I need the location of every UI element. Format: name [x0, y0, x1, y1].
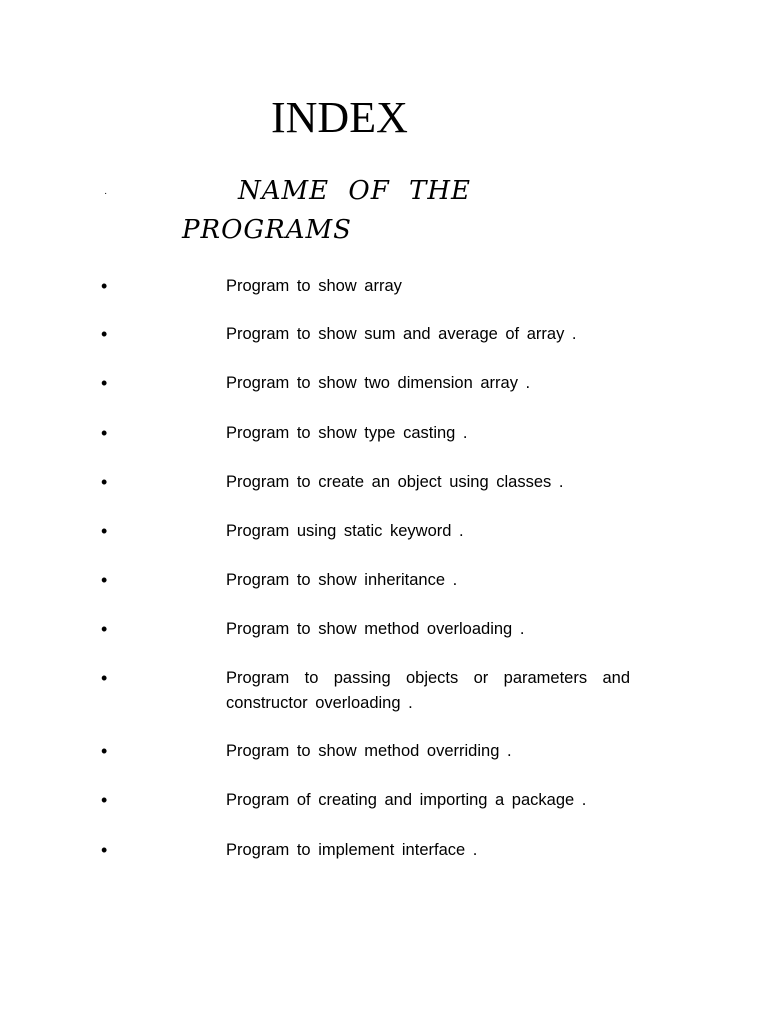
bullet-icon: • — [101, 668, 108, 688]
bullet-icon: • — [101, 324, 108, 344]
list-item-text: Program to show sum and average of array . — [226, 325, 577, 343]
list-item-text: Program to show two dimension array . — [226, 374, 531, 392]
list-item-text: Program to passing objects or parameters and constructor overloading . — [226, 669, 630, 712]
list-item-text: Program to show type casting . — [226, 424, 468, 442]
bullet-icon: • — [101, 790, 108, 810]
bullet-icon: • — [101, 741, 108, 761]
bullet-icon: • — [101, 373, 108, 393]
bullet-icon: • — [101, 423, 108, 443]
list-item-text: Program using static keyword . — [226, 522, 464, 540]
bullet-icon: • — [101, 840, 108, 860]
list-item-text: Program to implement interface . — [226, 841, 478, 859]
bullet-icon: • — [101, 276, 108, 296]
list-item-text: Program to show method overloading . — [226, 620, 525, 638]
list-item-text: Program of creating and importing a package . — [226, 791, 587, 809]
section-heading — [182, 172, 522, 250]
list-item-text: Program to show inheritance . — [226, 571, 458, 589]
bullet-icon: • — [101, 570, 108, 590]
bullet-icon: • — [101, 521, 108, 541]
page-title: INDEX — [271, 93, 408, 142]
list-item-text: Program to show array — [226, 277, 402, 295]
small-mark: · — [104, 188, 108, 199]
bullet-icon: • — [101, 472, 108, 492]
list-item-text: Program to create an object using classes . — [226, 473, 564, 491]
section-heading-line-1: NAME OF THE — [238, 176, 472, 206]
bullet-icon: • — [101, 619, 108, 639]
list-item-text: Program to show method overriding . — [226, 742, 512, 760]
section-heading-line-2: PROGRAMS — [182, 215, 352, 245]
